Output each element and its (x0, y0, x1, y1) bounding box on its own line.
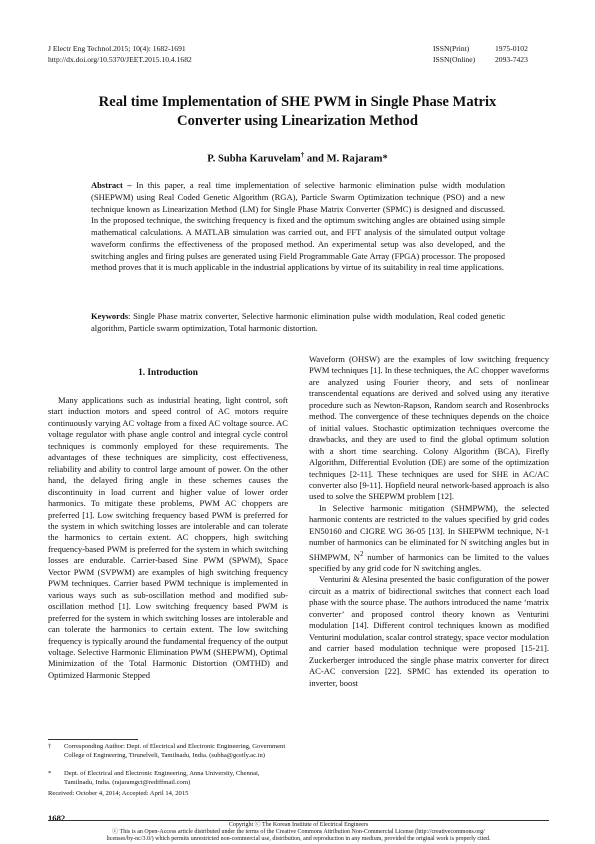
received-dates: Received: October 4, 2014; Accepted: April 14, 2015 (48, 790, 189, 797)
issn-online-label: ISSN(Online) (433, 54, 476, 64)
footnote-mark: † (48, 743, 52, 750)
intro-paragraph-4: Venturini & Alesina presented the basic configuration of the power circuit as a matrix of bidirectional switches that connect each load phase with the source phase. The authors introduced the name ‘matrix converter’ and proposed control theory known as Venturini modulation [14]. Different control techniques known as modified Venturini modulation, scalar control strategy, space vector modulation and carrier based modulation technique were proposed [15-21]. Zuckerberger introduced the single phase matrix converter for direct AC-AC conversion [22]. SPMC has extended its operation to inverter, boost (309, 574, 549, 688)
paper-title-line2: Converter using Linearization Method (177, 112, 418, 129)
para3-superscript: 2 (359, 549, 364, 558)
page-number: 1682 (48, 813, 66, 823)
paper-title-line1: Real time Implementation of SHE PWM in Single Phase Matrix (98, 94, 497, 110)
copyright-block (48, 822, 549, 844)
footnote-text: Dept. of Electrical and Electronic Engineering, Anna University, Chennai, Tamilnadu, India. (rajaramgct@rediffmail.com) (64, 770, 260, 786)
copyright-line: Copyright ⓒ The Korean Institute of Electrical Engineers (228, 822, 369, 828)
para3-text: In Selective harmonic mitigation (SHMPWM), the selected harmonic contents are restricted to the values specified by grid codes EN50160 and CIGRE WG 36-05 [13]. In SHEPWM technique, N-1 number of harmonics can be eliminated for N switching angles but in SHMPWM, N (309, 502, 549, 562)
footnote-mark: * (48, 770, 52, 777)
section-heading: 1. Introduction (138, 368, 198, 378)
corresponding-mark: † (300, 151, 305, 159)
intro-paragraph-1: Many applications such as industrial heating, light control, soft start induction motors and speed control of AC motors require continuously varying AC voltage from a fixed AC voltage source. AC voltage regulator with phase angle control and integral cycle control techniques is commonly employed for these requirements. The advantages of these techniques are simplicity, cost effectiveness, reliability and ability to control large amount of power. On the other hand, the delayed firing angle in these schemes causes the discontinuity in load current and higher value of lower order harmonics. To mitigate these problems, PWM AC choppers are preferred [1]. Low switching frequency based PWM is preferred for the system in which switching losses are intolerable and can tolerate the harmonics to certain extent. AC choppers, high switching frequency-based PWM is preferred for the system in which switching losses are endurable. Carrier-based Sine PWM (SPWM), Space Vector PWM (SVPWM) are examples of high switching frequency PWM techniques. Carrier based PWM technique is implemented in various ways such as sub-oscillation method and modified sub-oscillation method [1]. Low switching frequency based PWM is preferred for the system in which switching losses are intolerable and can tolerate the harmonics to certain extent. The low switching frequency is typically around the fundamental frequency of the output voltage. Selective Harmonic Elimination PWM (SHEPWM), Optimal Minimization of the Total Harmonic Distortion (OMTHD) and Optimized Harmonic Stepped (48, 395, 288, 680)
paper-title (60, 93, 535, 130)
doi-link[interactable]: http://dx.doi.org/10.5370/JEET.2015.10.4.1682 (48, 54, 192, 64)
journal-header-right (433, 44, 528, 65)
abstract (91, 180, 505, 274)
intro-paragraph-2: Waveform (OHSW) are the examples of low switching frequency PWM techniques [1]. In these techniques, the AC chopper waveforms are analyzed using Fourier theory, and sets of nonlinear transcendental equations are derived and solved using any iterative procedure such as Newton-Rapson, Random search and Rosenbrocks method. The convergence of these techniques depends on the choice of initial values. Stochastic optimization techniques overcome the drawbacks, and they are used to find the global optimum solution with a short time searching. Colony Algorithm (BCA), Firefly Algorithm, Differential Evolution (DE) are some of the optimization techniques [2-11]. These techniques are used for SHE in AC/AC converter also [9-11]. Hopfield neural network-based approach is also used to solve the SHEPWM problem [12]. (309, 354, 549, 502)
footer-divider (48, 820, 549, 821)
journal-header-left (48, 44, 192, 65)
issn-print-label: ISSN(Print) (433, 44, 470, 53)
para3-text-end: number of harmonics can be limited to the values specified by any grid code for N switching angles. (309, 551, 549, 573)
author-a: P. Subha Karuvelam (207, 153, 301, 165)
keywords (91, 311, 505, 335)
keywords-text: : Single Phase matrix converter, Selective harmonic elimination pulse width modulation, Real coded genetic algorithm, Particle swarm optimization, Total harmonic distortion. (91, 311, 505, 333)
footnote-text: Corresponding Author: Dept. of Electrical and Electronic Engineering, Government College of Engineering, Tirunelveli, Tamilnadu, India. (subha@gcetly.ac.in) (64, 743, 286, 759)
issn-print: 1975-0102 (495, 44, 528, 53)
left-column (48, 368, 288, 681)
keywords-label: Keywords (91, 311, 129, 321)
journal-citation: J Electr Eng Technol.2015; 10(4): 1682-1691 (48, 44, 186, 53)
right-column (309, 354, 549, 689)
footnote-corresponding (48, 743, 288, 760)
footnote-divider (48, 739, 138, 740)
creative-commons-icon: ⓒ (112, 829, 120, 836)
issn-online: 2093-7423 (495, 54, 528, 64)
author-b: and M. Rajaram* (304, 153, 388, 165)
intro-paragraph-3 (309, 503, 549, 575)
license-text-1: This is an Open-Access article distributed under the terms of the Creative Commons Attribution Non-Commercial License (http://creativecommons.org/ (119, 829, 485, 836)
author-list (60, 151, 535, 165)
license-line-2: licenses/by-nc/3.0/) which permits unrestricted non-commercial use, distribution, and reproduction in any medium, provided the original work is properly cited. (106, 836, 491, 843)
abstract-text: In this paper, a real time implementation of selective harmonic elimination pulse width modulation (SHEPWM) using Real Coded Genetic Algorithm (RGA), Particle Swarm Optimization technique (PSO) and a new technique known as Linearization Method (LM) for Single Phase Matrix Converter (SPMC) is designed and discussed. In the proposed technique, the switching frequency is fixed and the optimum switching angles are obtained using simple mathematical calculations. A MATLAB simulation was carried out, and FFT analysis of the simulated output voltage waveform confirms the effectiveness of the proposed method. An experimental setup was also developed, and the switching angles and firing pulses are generated using Field Programmable Gate Array (FPGA) processor. The proposed method proves that it is much applicable in the industrial applications by virtue of its suitability in real time applications. (91, 180, 505, 273)
footnote-coauthor (48, 770, 288, 787)
abstract-label: Abstract – (91, 180, 132, 190)
